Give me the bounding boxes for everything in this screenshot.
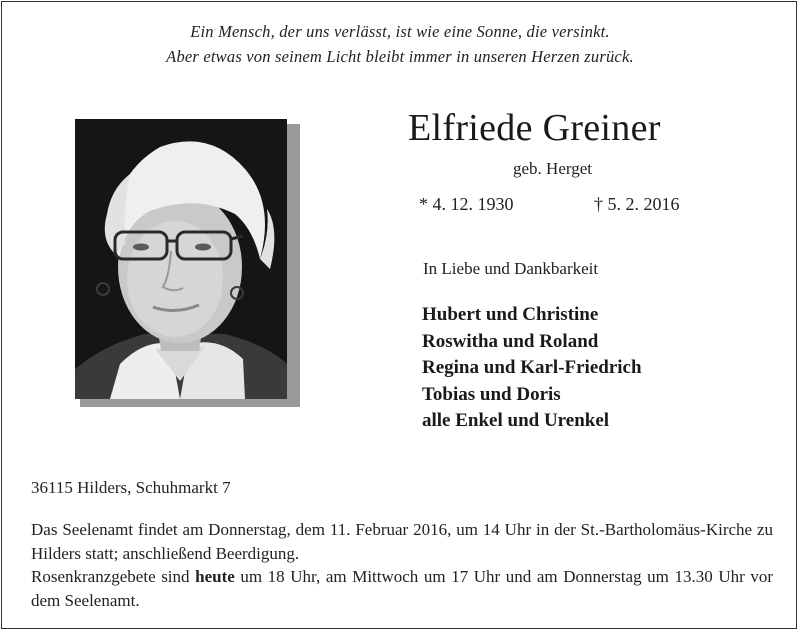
rosary-paragraph bbox=[31, 565, 773, 612]
rosary-text-start: Rosenkranzgebete sind bbox=[31, 567, 196, 586]
funeral-notice bbox=[31, 518, 773, 612]
rosary-text-end: um 18 Uhr, am Mittwoch um 17 Uhr und am Donnerstag um 13.30 Uhr vor dem Seelenamt. bbox=[31, 567, 773, 610]
motto-line-2: Aber etwas von seinem Licht bleibt immer in unseren Herzen zurück. bbox=[166, 47, 634, 66]
service-paragraph: Das Seelenamt findet am Donnerstag, dem 11. Februar 2016, um 14 Uhr in der St.-Bartholomäus-Kirche zu Hilders statt; anschließend Beerdigung. bbox=[31, 520, 773, 563]
motto-line-1: Ein Mensch, der uns verlässt, ist wie eine Sonne, die versinkt. bbox=[190, 22, 610, 41]
mourner-name: alle Enkel und Urenkel bbox=[422, 410, 610, 431]
mourner-name: Regina und Karl-Friedrich bbox=[422, 357, 642, 378]
birth-date: * 4. 12. 1930 bbox=[419, 194, 514, 214]
mourner-name: Tobias und Doris bbox=[422, 383, 561, 405]
mourner-name: Hubert und Christine bbox=[422, 304, 599, 325]
family-address: 36115 Hilders, Schuhmarkt 7 bbox=[31, 478, 231, 497]
rosary-highlight: heute bbox=[195, 567, 235, 586]
portrait-photo bbox=[75, 119, 287, 399]
mourners-intro: In Liebe und Dankbarkeit bbox=[423, 259, 599, 278]
mourner-name: Roswitha und Roland bbox=[422, 330, 599, 352]
deceased-name: Elfriede Greiner bbox=[408, 107, 661, 149]
death-date: † 5. 2. 2016 bbox=[594, 194, 680, 214]
mourners-list bbox=[422, 302, 642, 435]
maiden-name: geb. Herget bbox=[513, 159, 592, 178]
